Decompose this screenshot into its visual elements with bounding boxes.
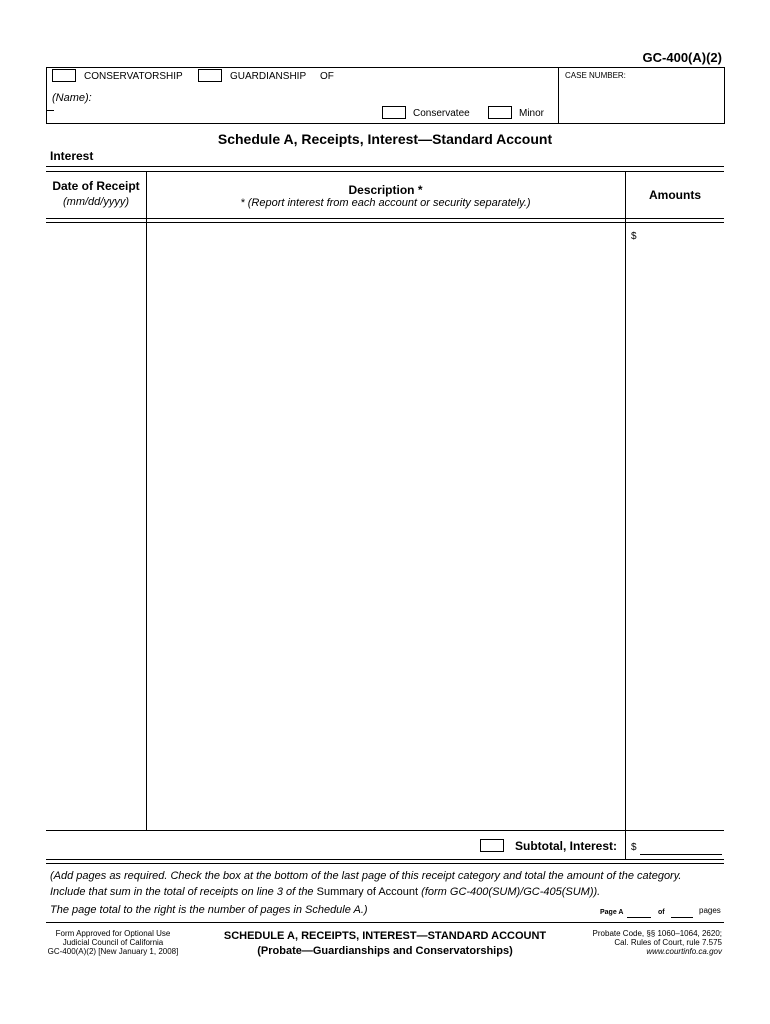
date-format-hint: (mm/dd/yyyy) [63,196,129,208]
table-header-rule-1 [46,218,724,219]
section-label: Interest [50,149,94,163]
footer-approval-text: Form Approved for Optional Use [55,929,171,938]
footer-right [593,929,722,956]
subtotal-dollar-sign: $ [631,842,637,853]
table-bottom-rule [46,830,724,831]
page-title: Schedule A, Receipts, Interest—Standard Account [217,131,553,147]
footer-website-link[interactable]: www.courtinfo.ca.gov [646,947,722,956]
amount-dollar-sign: $ [631,231,637,242]
table-top-rule-2 [46,171,724,172]
subtotal-rule-1 [46,859,724,860]
guardianship-label: GUARDIANSHIP [230,71,307,82]
instructions-line-2-c: (form GC-400(SUM)/GC-405(SUM)). [418,886,601,898]
footer-form-date: GC-400(A)(2) [New January 1, 2008] [47,947,179,956]
table-top-rule-1 [46,166,724,167]
total-pages-underline [671,917,693,918]
minor-label: Minor [519,108,545,119]
description-column-header: Description * [348,183,423,197]
amount-entry-field[interactable] [640,226,722,828]
col-divider-amount [625,171,626,859]
footer-court-rule: Cal. Rules of Court, rule 7.575 [614,938,722,947]
footer-rule [46,922,724,923]
page-a-label: Page A [600,909,624,916]
page-number-field[interactable] [627,906,651,917]
total-pages-field[interactable] [671,906,693,917]
instructions-line-2-b: Summary of Account [316,886,419,898]
instructions-line-3: The page total to the right is the number of pages in Schedule A.) [50,904,368,916]
of-label: OF [320,71,334,82]
name-tick [46,110,54,111]
description-note: * (Report interest from each account or security separately.) [240,197,531,209]
conservatorship-checkbox[interactable] [52,69,76,82]
footer-form-subtitle: (Probate—Guardianships and Conservatorships) [257,945,513,957]
conservatee-label: Conservatee [413,108,470,119]
date-entry-field[interactable] [48,226,144,828]
amounts-column-header: Amounts [649,188,701,202]
case-number-label: CASE NUMBER: [565,71,626,80]
subtotal-label: Subtotal, Interest: [515,839,618,853]
footer-form-title: SCHEDULE A, RECEIPTS, INTEREST—STANDARD ACCOUNT [223,930,547,942]
conservatorship-label: CONSERVATORSHIP [84,71,183,82]
name-label: (Name): [52,92,92,104]
caption-divider [558,67,559,123]
conservatee-checkbox[interactable] [382,106,406,119]
footer-center [195,929,575,959]
instructions-line-1: (Add pages as required. Check the box at the bottom of the last page of this receipt category and total the amount of the category. [50,870,682,882]
minor-checkbox[interactable] [488,106,512,119]
description-entry-field[interactable] [149,226,623,828]
instructions-line-2-a: Include that sum in the total of receipts on line 3 of the [50,886,317,898]
instructions-line-2 [50,886,600,898]
last-page-checkbox[interactable] [480,839,504,852]
subtotal-field[interactable] [640,838,722,854]
form-number: GC-400(A)(2) [642,50,722,65]
guardianship-checkbox[interactable] [198,69,222,82]
subtotal-underline [640,854,722,855]
subtotal-rule-2 [46,863,724,864]
col-divider-date [146,171,147,831]
footer-council-text: Judicial Council of California [62,938,164,947]
case-number-field[interactable] [563,84,719,118]
table-header-rule-2 [46,222,724,223]
pages-label: pages [699,906,721,915]
footer-left [46,929,180,956]
footer-probate-code: Probate Code, §§ 1060–1064, 2620; [592,929,722,938]
page-of-label: of [658,909,665,916]
page-number-underline [627,917,651,918]
date-column-header: Date of Receipt [52,179,140,193]
